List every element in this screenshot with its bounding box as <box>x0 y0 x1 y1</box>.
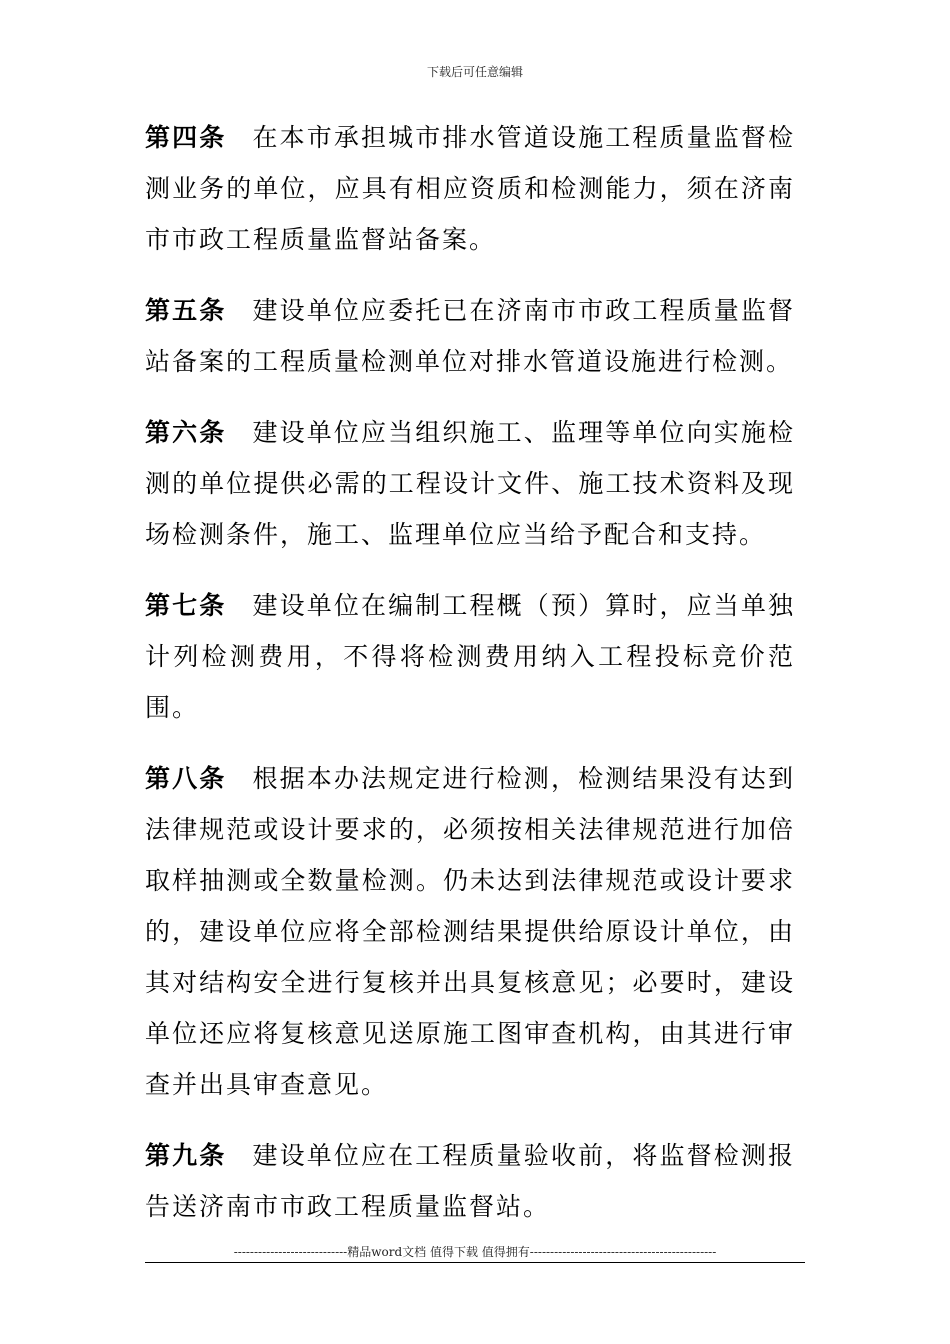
article-text: 根据本办法规定进行检测，检测结果没有达到法律规范或设计要求的，必须按相关法律规范进行加倍取样抽测或全数量检测。仍未达到法律规范或设计要求的，建设单位应将全部检测结果提供给原设计单位，由其对结构安全进行复核并出具复核意见；必要时，建设单位还应将复核意见送原施工图审查机构，由其进行审查并出具审查意见。 <box>145 764 795 1099</box>
article-6 <box>145 407 795 560</box>
article-number: 第七条 <box>145 591 227 620</box>
footer-rule <box>145 1262 805 1263</box>
document-body <box>145 112 795 1252</box>
page-header: 下载后可任意编辑 <box>426 65 523 79</box>
article-number: 第六条 <box>145 418 227 447</box>
article-4 <box>145 112 795 265</box>
article-7 <box>145 580 795 733</box>
article-number: 第九条 <box>145 1141 227 1170</box>
article-9 <box>145 1130 795 1232</box>
article-number: 第八条 <box>145 764 227 793</box>
page-footer: ----------------------------精品word文档 值得下载 值得拥有---------------------------------------------- <box>233 1245 717 1259</box>
article-text: 建设单位应当组织施工、监理等单位向实施检测的单位提供必需的工程设计文件、施工技术资料及现场检测条件，施工、监理单位应当给予配合和支持。 <box>145 418 795 549</box>
article-5 <box>145 285 795 387</box>
article-text: 建设单位应在工程质量验收前，将监督检测报告送济南市市政工程质量监督站。 <box>145 1141 795 1221</box>
article-8 <box>145 753 795 1110</box>
article-number: 第四条 <box>145 123 227 152</box>
article-text: 建设单位在编制工程概（预）算时，应当单独计列检测费用，不得将检测费用纳入工程投标竞价范围。 <box>145 591 795 722</box>
article-text: 建设单位应委托已在济南市市政工程质量监督站备案的工程质量检测单位对排水管道设施进行检测。 <box>145 296 795 376</box>
article-number: 第五条 <box>145 296 227 325</box>
article-text: 在本市承担城市排水管道设施工程质量监督检测业务的单位，应具有相应资质和检测能力，须在济南市市政工程质量监督站备案。 <box>145 123 795 254</box>
